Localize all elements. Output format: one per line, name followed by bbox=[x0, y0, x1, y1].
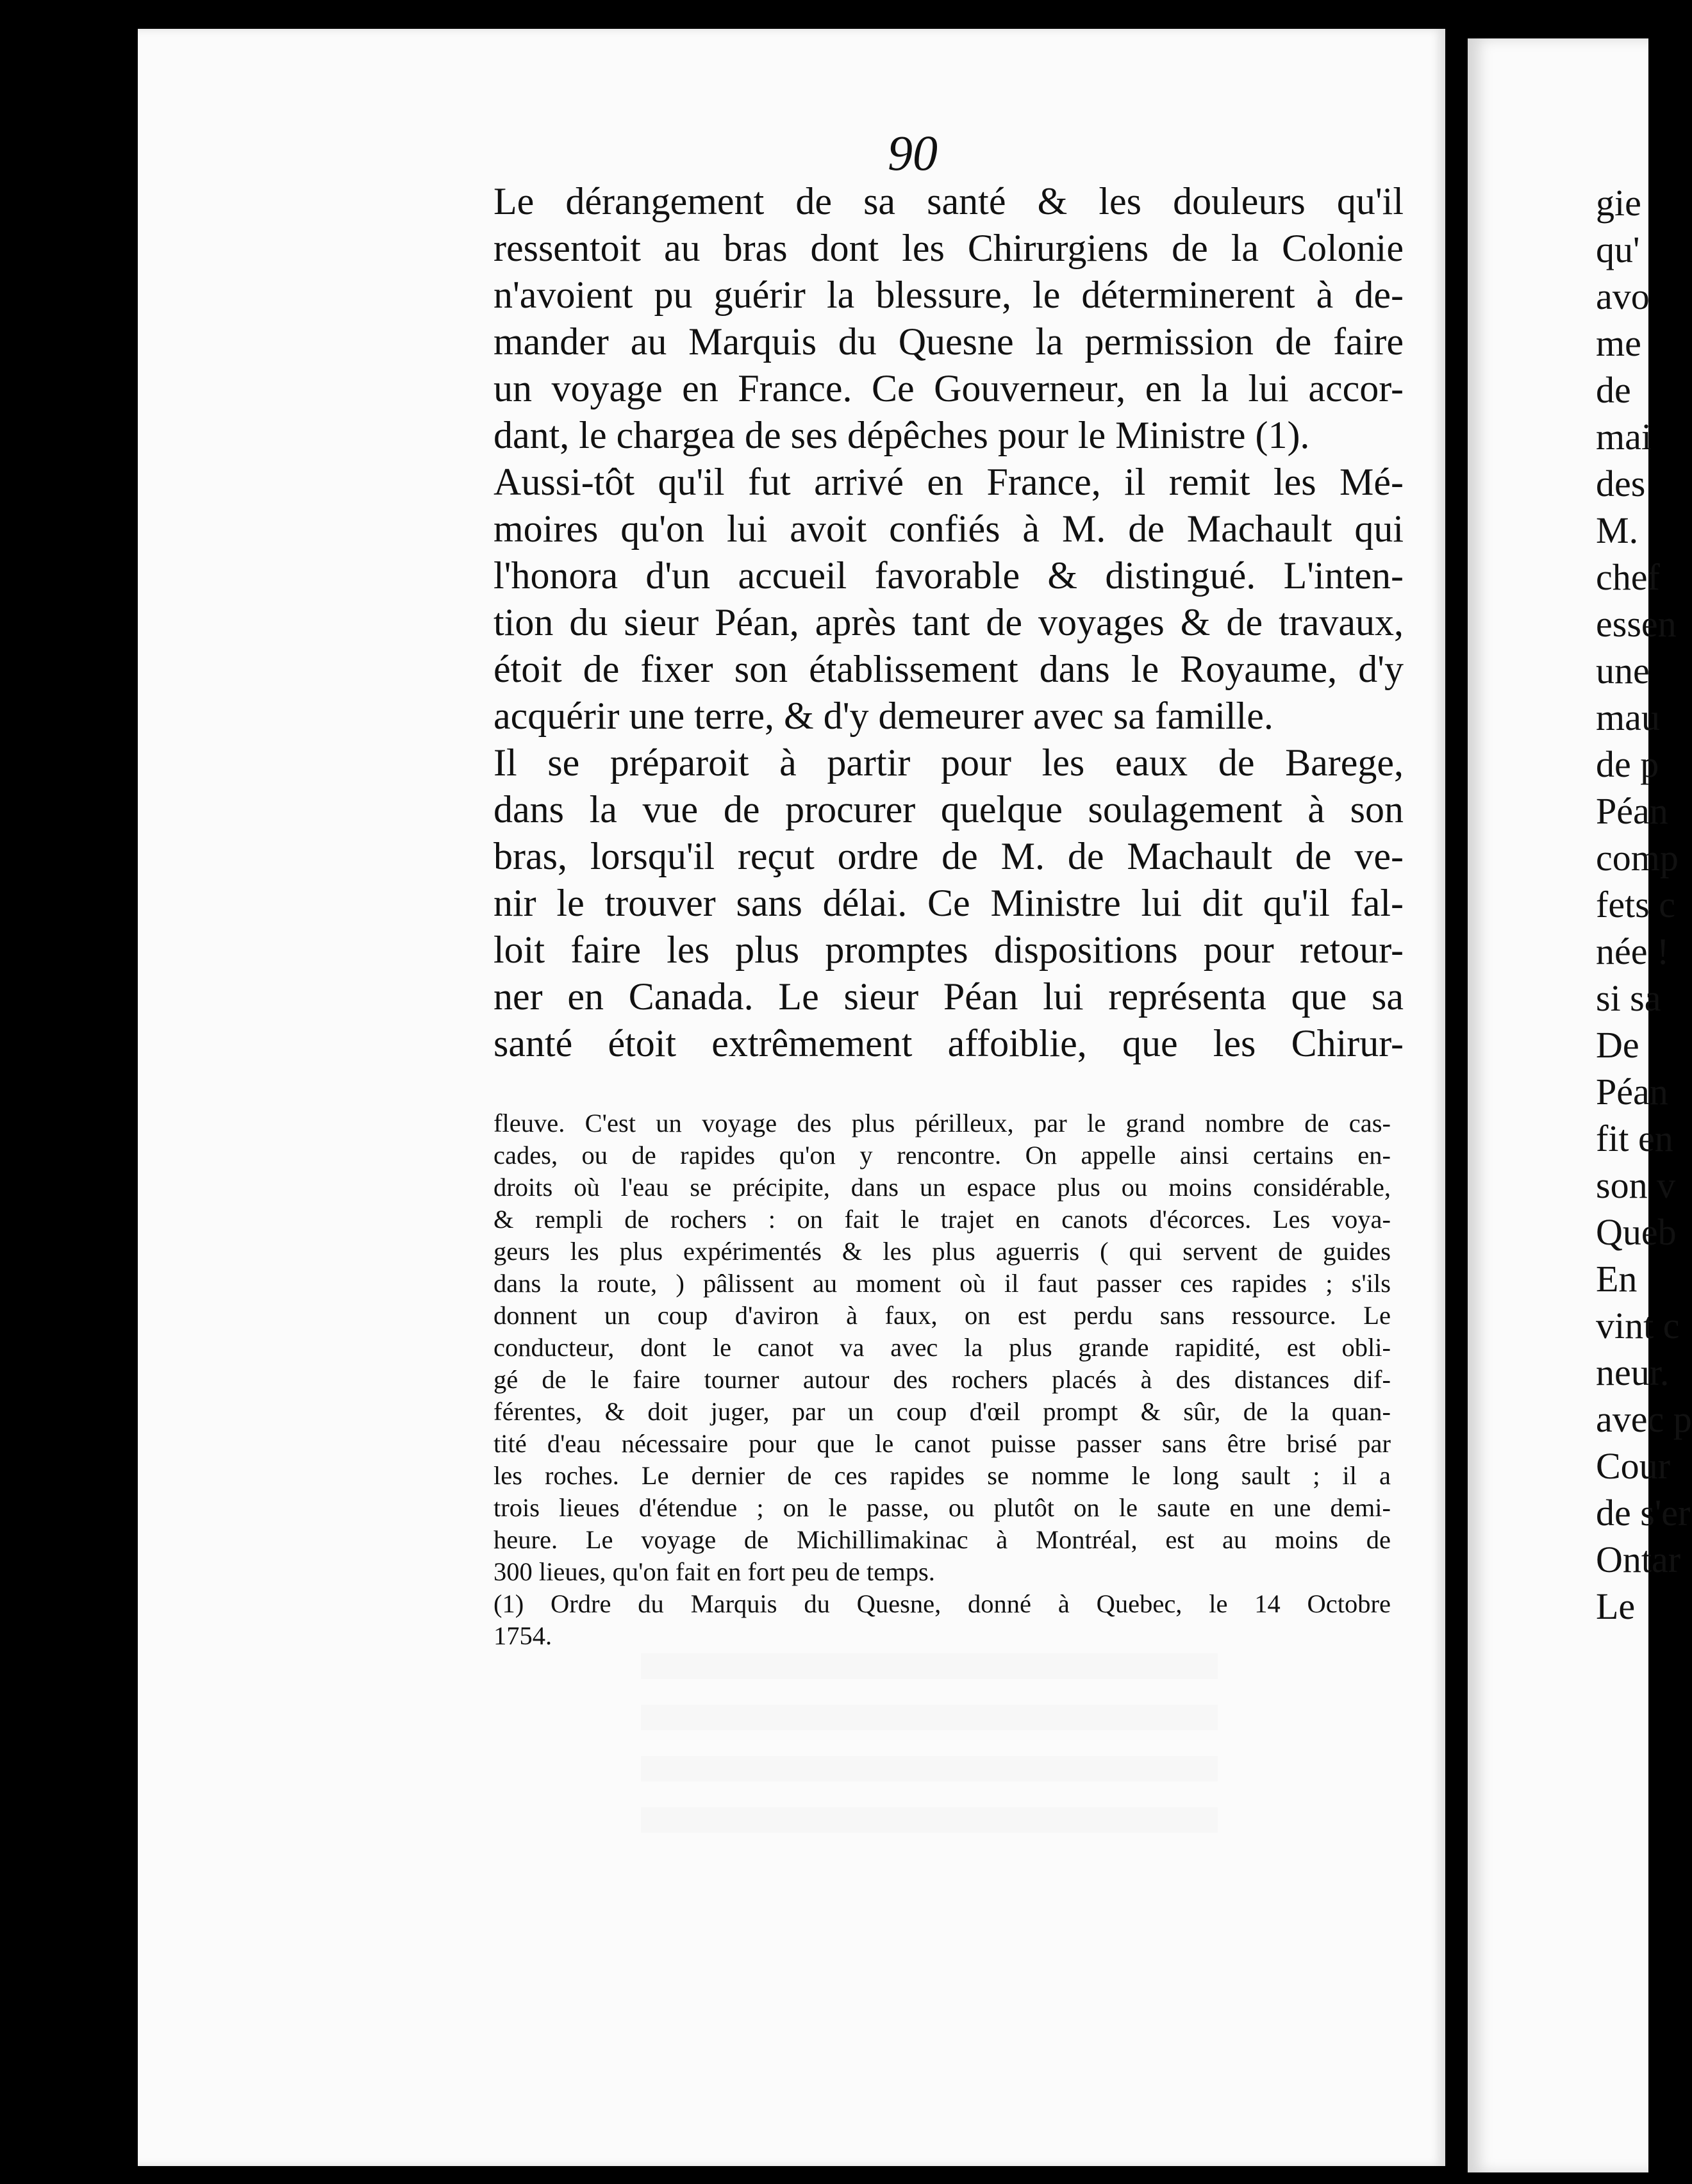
right-page-fragment: qu' bbox=[1596, 229, 1640, 270]
text-line: tion du sieur Péan, après tant de voyages & de travaux, bbox=[494, 601, 1404, 643]
footnote-line: tité d'eau nécessaire pour que le canot puisse passer sans être brisé par bbox=[494, 1429, 1391, 1458]
right-page-fragment: une bbox=[1596, 650, 1650, 691]
right-page-fragment: Ontar bbox=[1596, 1539, 1681, 1580]
right-page-fragment: Queb bbox=[1596, 1211, 1677, 1253]
text-line: dans la vue de procurer quelque soulagement à son bbox=[494, 788, 1404, 831]
right-page-fragment: chef bbox=[1596, 556, 1660, 598]
right-page-fragment: fit en bbox=[1596, 1118, 1673, 1159]
text-line: un voyage en France. Ce Gouverneur, en la lui accor- bbox=[494, 367, 1404, 410]
right-page-fragment: son v bbox=[1596, 1164, 1676, 1206]
right-page-fragment: Le bbox=[1596, 1585, 1636, 1627]
text-line: loit faire les plus promptes dispositions pour retour- bbox=[494, 929, 1404, 971]
right-page-fragment: de s'er bbox=[1596, 1492, 1691, 1534]
text-line: nir le trouver sans délai. Ce Ministre lui dit qu'il fal- bbox=[494, 882, 1404, 924]
right-page-fragment: avo bbox=[1596, 276, 1650, 317]
right-page-fragment: M. bbox=[1596, 509, 1639, 551]
text-line: santé étoit extrêmement affoiblie, que les Chirur- bbox=[494, 1022, 1404, 1064]
footnote-line: droits où l'eau se précipite, dans un espace plus ou moins considérable, bbox=[494, 1173, 1391, 1202]
right-page-fragment: de p bbox=[1596, 743, 1659, 785]
footnote-line: conducteur, dont le canot va avec la plus grande rapidité, est obli- bbox=[494, 1333, 1391, 1362]
text-line: moires qu'on lui avoit confiés à M. de Machault qui bbox=[494, 508, 1404, 550]
right-page-fragment: neur. bbox=[1596, 1352, 1670, 1393]
text-line: étoit de fixer son établissement dans le Royaume, d'y bbox=[494, 648, 1404, 690]
footnote-line: 1754. bbox=[494, 1621, 552, 1650]
page-number: 90 bbox=[888, 125, 938, 181]
text-line: dant, le chargea de ses dépêches pour le Ministre (1). bbox=[494, 414, 1310, 456]
footnote-line: cades, ou de rapides qu'on y rencontre. On appelle ainsi certains en- bbox=[494, 1141, 1391, 1170]
right-page-fragment: Cour bbox=[1596, 1445, 1670, 1487]
right-page-fragment: avec p bbox=[1596, 1398, 1692, 1440]
right-page-fragment: mai bbox=[1596, 416, 1652, 458]
right-page-text bbox=[1596, 179, 1692, 1630]
text-line: ressentoit au bras dont les Chirurgiens de la Colonie bbox=[494, 227, 1404, 269]
right-page-fragment: me bbox=[1596, 322, 1641, 364]
footnotes-block bbox=[494, 1107, 1391, 1652]
text-line: Il se préparoit à partir pour les eaux de Barege, bbox=[494, 741, 1404, 784]
footnote-line: fleuve. C'est un voyage des plus périlleux, par le grand nombre de cas- bbox=[494, 1109, 1391, 1138]
footnote-line: gé de le faire tourner autour des rochers placés à des distances dif- bbox=[494, 1365, 1391, 1394]
footnote-line: 300 lieues, qu'on fait en fort peu de temps. bbox=[494, 1557, 935, 1586]
right-page-fragment: née ! bbox=[1596, 931, 1670, 972]
right-page-fragment: gie bbox=[1596, 182, 1641, 224]
book-gutter bbox=[1445, 0, 1468, 2184]
footnote-line: les roches. Le dernier de ces rapides se nomme le long sault ; il a bbox=[494, 1461, 1391, 1490]
text-line: mander au Marquis du Quesne la permission de faire bbox=[494, 320, 1404, 363]
right-page-fragment: Péan bbox=[1596, 790, 1668, 832]
footnote-line: & rempli de rochers : on fait le trajet en canots d'écorces. Les voya- bbox=[494, 1205, 1391, 1234]
right-page-fragment: vint c bbox=[1596, 1305, 1680, 1346]
text-line: Le dérangement de sa santé & les douleurs qu'il bbox=[494, 180, 1404, 222]
right-page-fragment: mau bbox=[1596, 697, 1660, 738]
footnote-line: (1) Ordre du Marquis du Quesne, donné à Quebec, le 14 Octobre bbox=[494, 1589, 1391, 1618]
text-line: n'avoient pu guérir la blessure, le déterminerent à de- bbox=[494, 274, 1404, 316]
text-line: acquérir une terre, & d'y demeurer avec sa famille. bbox=[494, 695, 1273, 737]
right-page-fragment: fets c bbox=[1596, 884, 1675, 925]
footnote-line: trois lieues d'étendue ; on le passe, ou plutôt on le saute en une demi- bbox=[494, 1493, 1391, 1522]
text-line: l'honora d'un accueil favorable & distingué. L'inten- bbox=[494, 554, 1404, 597]
right-page-fragment: De bbox=[1596, 1024, 1639, 1066]
text-line: bras, lorsqu'il reçut ordre de M. de Machault de ve- bbox=[494, 835, 1404, 877]
right-page-fragment: essen bbox=[1596, 603, 1677, 645]
footnote-line: férentes, & doit juger, par un coup d'œil prompt & sûr, de la quan- bbox=[494, 1397, 1391, 1426]
right-page-fragment: Péan bbox=[1596, 1071, 1668, 1113]
footnote-line: heure. Le voyage de Michillimakinac à Montréal, est au moins de bbox=[494, 1525, 1391, 1554]
footnote-line: donnent un coup d'aviron à faux, on est perdu sans ressource. Le bbox=[494, 1301, 1391, 1330]
right-page-fragment: de bbox=[1596, 369, 1631, 411]
text-line: Aussi-tôt qu'il fut arrivé en France, il remit les Mé- bbox=[494, 461, 1404, 503]
right-page-fragment: comp bbox=[1596, 837, 1679, 879]
text-line: ner en Canada. Le sieur Péan lui représenta que sa bbox=[494, 975, 1404, 1018]
right-page-fragment: En bbox=[1596, 1258, 1638, 1300]
right-page-fragment: si sa bbox=[1596, 977, 1661, 1019]
main-text-block bbox=[494, 178, 1404, 1067]
right-page-fragment: des bbox=[1596, 463, 1646, 504]
footnote-line: geurs les plus expérimentés & les plus aguerris ( qui servent de guides bbox=[494, 1237, 1391, 1266]
ink-bleed-through bbox=[641, 1641, 1218, 1833]
footnote-line: dans la route, ) pâlissent au moment où il faut passer ces rapides ; s'ils bbox=[494, 1269, 1391, 1298]
